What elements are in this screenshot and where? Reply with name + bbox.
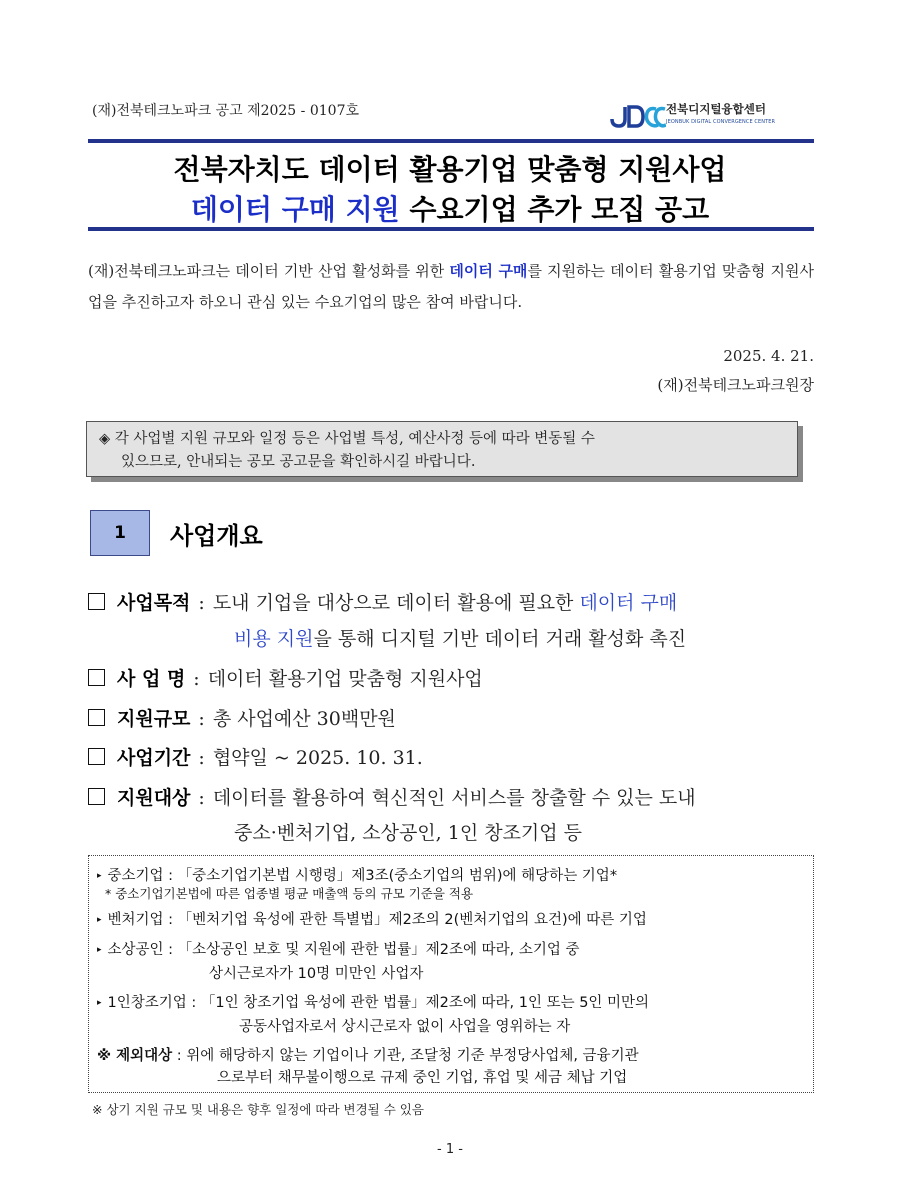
notice-text — [99, 428, 785, 474]
detail-text: : 위에 해당하지 않는 기업이나 기관, 조달청 기준 부정당사업체, 금융기관 — [176, 1048, 639, 1064]
item-period: 사업기간 : 협약일 ~ 2025. 10. 31. — [88, 743, 423, 770]
checkbox-icon — [88, 709, 105, 726]
triangle-bullet-icon: ▸ — [97, 998, 102, 1008]
detail-exclude-cont: 으로부터 채무불이행으로 규제 중인 기업, 휴업 및 세금 체납 기업 — [217, 1070, 628, 1086]
section-number: 1 — [90, 510, 150, 556]
detail-sme — [97, 864, 617, 885]
jdcc-logo — [610, 101, 666, 131]
triangle-bullet-icon: ▸ — [97, 915, 102, 925]
footnote: ※ 상기 지원 규모 및 내용은 향후 일정에 따라 변경될 수 있음 — [92, 1102, 424, 1117]
detail-sme-note: * 중소기업기본법에 따른 업종별 평균 매출액 등의 규모 기준을 적용 — [105, 886, 474, 901]
item-text: 데이터 활용기업 맞춤형 지원사업 — [207, 668, 483, 690]
title-line-1: 전북자치도 데이터 활용기업 맞춤형 지원사업 — [173, 153, 727, 186]
item-text: 을 통해 디지털 기반 데이터 거래 활성화 촉진 — [313, 628, 687, 650]
item-label: 지원규모 — [117, 708, 191, 730]
item-text: 총 사업예산 30백만원 — [212, 708, 396, 730]
checkbox-icon — [88, 669, 105, 686]
item-label: 사업기간 — [117, 747, 191, 769]
detail-small-biz — [97, 938, 580, 959]
title-top-rule — [88, 139, 814, 143]
item-purpose-cont — [234, 624, 686, 651]
title-highlight: 데이터 구매 지원 — [190, 193, 400, 226]
title-rest: 수요기업 추가 모집 공고 — [399, 193, 710, 226]
section-title: 사업개요 — [170, 522, 263, 550]
page-number: - 1 - — [437, 1142, 463, 1157]
notice-number: (재)전북테크노파크 공고 제2025 - 0107호 — [92, 103, 360, 119]
detail-small-biz-cont: 상시근로자가 10명 미만인 사업자 — [209, 966, 424, 982]
detail-solo-cont: 공동사업자로서 상시근로자 없이 사업을 영위하는 자 — [239, 1019, 571, 1035]
detail-solo — [97, 991, 649, 1012]
checkbox-icon — [88, 593, 105, 610]
detail-text: 소상공인 : 「소상공인 보호 및 지원에 관한 법률」제2조에 따라, 소기업 중 — [107, 942, 580, 958]
detail-exclude — [97, 1044, 639, 1065]
detail-text: 1인창조기업 : 「1인 창조기업 육성에 관한 법률」제2조에 따라, 1인 또는 5인 미만의 — [107, 995, 650, 1011]
item-target: 지원대상 : 데이터를 활용하여 혁신적인 서비스를 창출할 수 있는 도내 — [88, 783, 696, 810]
detail-text: 중소기업 : 「중소기업기본법 시행령」제3조(중소기업의 범위)에 해당하는 기업* — [107, 868, 618, 884]
item-budget: 지원규모 : 총 사업예산 30백만원 — [88, 704, 396, 731]
intro-paragraph — [88, 256, 814, 318]
item-label: 사 업 명 — [117, 668, 186, 690]
title-bottom-rule — [88, 227, 814, 231]
item-text: 데이터를 활용하여 혁신적인 서비스를 창출할 수 있는 도내 — [212, 787, 696, 809]
intro-text-2: 를 지원하는 데이터 활용기업 맞춤형 지원사업을 추진하고자 하오니 관심 있는 수요기업의 많은 참여 바랍니다. — [88, 262, 814, 311]
title-line-2 — [0, 188, 900, 228]
checkbox-icon — [88, 748, 105, 765]
signer: (재)전북테크노파크원장 — [657, 376, 814, 394]
item-purpose: 사업목적 : 도내 기업을 대상으로 데이터 활용에 필요한 데이터 구매 — [88, 588, 677, 615]
notice-line-1: ◈ 각 사업별 지원 규모와 일정 등은 사업별 특성, 예산사정 등에 따라 변동될 수 — [99, 431, 595, 447]
notice-box — [86, 421, 798, 477]
item-text: 협약일 ~ 2025. 10. 31. — [212, 747, 423, 769]
triangle-bullet-icon: ▸ — [97, 945, 102, 955]
item-highlight: 비용 지원 — [234, 628, 314, 650]
detail-venture — [97, 908, 647, 929]
item-program-name: 사 업 명 : 데이터 활용기업 맞춤형 지원사업 — [88, 664, 483, 691]
intro-text-1: (재)전북테크노파크는 데이터 기반 산업 활성화를 위한 — [88, 262, 450, 280]
notice-date: 2025. 4. 21. — [723, 347, 814, 365]
item-label: 지원대상 — [117, 787, 191, 809]
triangle-bullet-icon: ▸ — [97, 871, 102, 881]
item-target-cont: 중소·벤처기업, 소상공인, 1인 창조기업 등 — [234, 822, 583, 844]
detail-text: 벤처기업 : 「벤처기업 육성에 관한 특별법」제2조의 2(벤처기업의 요건)에 따른 기업 — [107, 912, 647, 928]
item-label: 사업목적 — [117, 592, 191, 614]
logo-name: 전북디지털융합센터 — [666, 102, 766, 116]
intro-highlight: 데이터 구매 — [449, 262, 528, 280]
logo-subtitle: JEONBUK DIGITAL CONVERGENCE CENTER — [666, 119, 776, 125]
item-text: 도내 기업을 대상으로 데이터 활용에 필요한 — [212, 592, 580, 614]
item-highlight: 데이터 구매 — [579, 592, 678, 614]
exclude-label: ※ 제외대상 — [97, 1048, 173, 1064]
checkbox-icon — [88, 788, 105, 805]
eligibility-box — [88, 855, 814, 1093]
notice-line-2: 있으므로, 안내되는 공모 공고문을 확인하시길 바랍니다. — [121, 454, 476, 470]
